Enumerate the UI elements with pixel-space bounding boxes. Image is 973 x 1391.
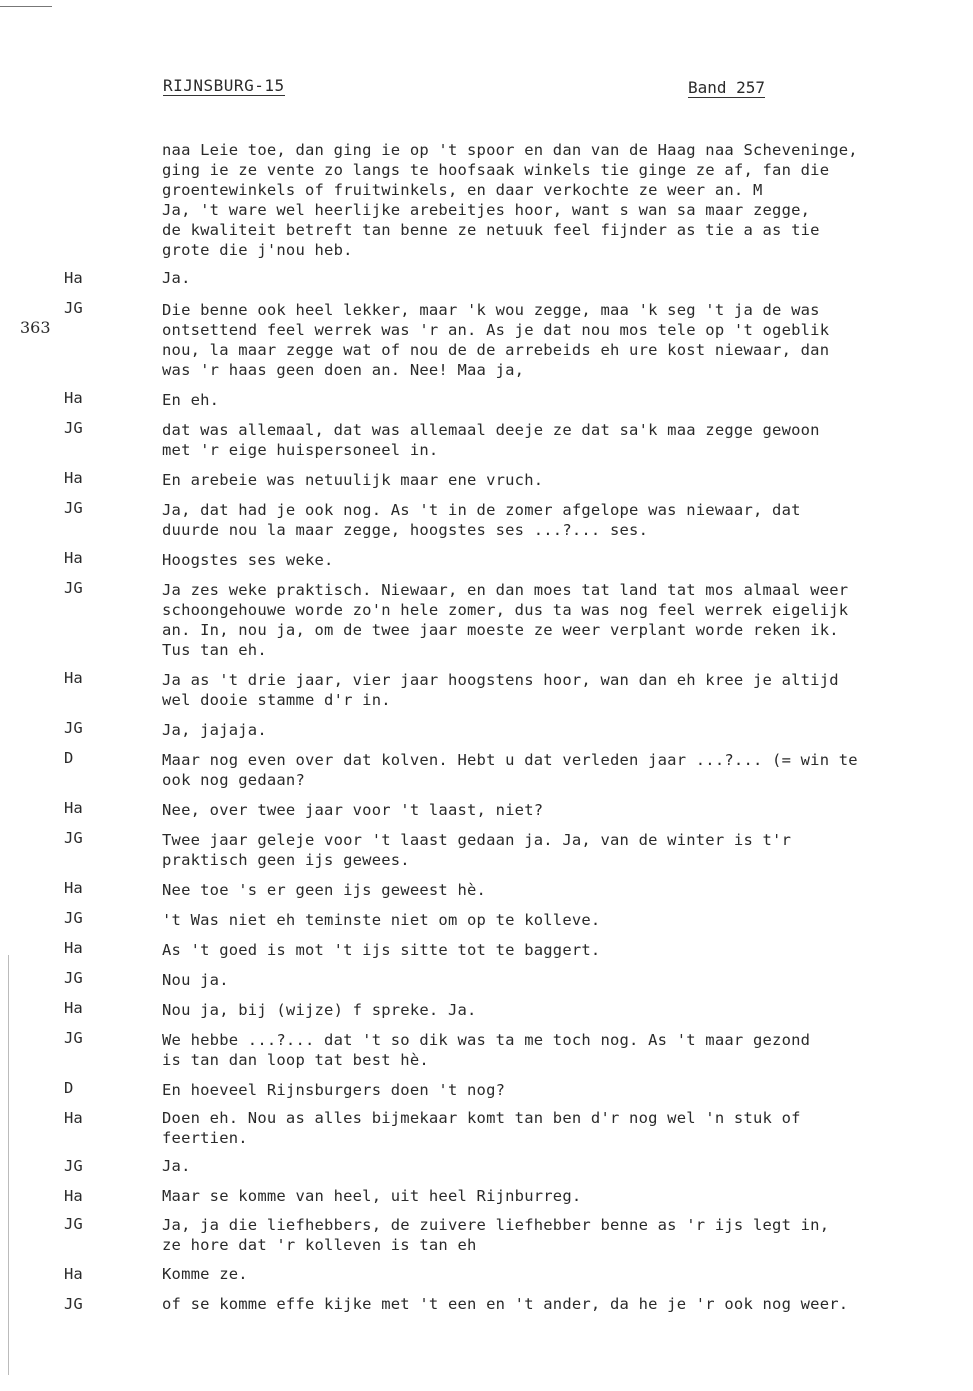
utterance-line: Ja. [162, 1157, 191, 1175]
utterance-line: feertien. [162, 1129, 248, 1147]
speaker-label: JG [64, 299, 83, 317]
utterance-line: Ja, 't ware wel heerlijke arebeitjes hoor, want s wan sa maar zegge, [162, 201, 811, 219]
speaker-label: Ha [64, 469, 83, 487]
utterance-line: Twee jaar geleje voor 't laast gedaan ja. Ja, van de winter is t'r [162, 831, 792, 849]
utterance-line: of se komme effe kijke met 't een en 't ander, da he je 'r ook nog weer. [162, 1295, 849, 1313]
header-tape: Band 257 [688, 78, 766, 97]
utterance-line: En arebeie was netuulijk maar ene vruch. [162, 471, 544, 489]
utterance-line: de kwaliteit betreft tan benne ze netuuk feel fijnder as tie a as tie [162, 221, 820, 239]
speaker-label: JG [64, 829, 83, 847]
speaker-label: JG [64, 1157, 83, 1175]
top-rule [0, 6, 52, 7]
utterance-line: En eh. [162, 391, 220, 409]
speaker-label: Ha [64, 1187, 83, 1205]
speaker-label: JG [64, 1029, 83, 1047]
margin-rule [8, 955, 9, 1375]
speaker-label: JG [64, 969, 83, 987]
utterance-line: Komme ze. [162, 1265, 248, 1283]
utterance-line: duurde nou la maar zegge, hoogstes ses ...?... ses. [162, 521, 649, 539]
speaker-label: Ha [64, 669, 83, 687]
utterance-line: is tan dan loop tat best hè. [162, 1051, 429, 1069]
margin-note: 363 [20, 318, 51, 337]
utterance-line: groentewinkels of fruitwinkels, en daar verkochte ze weer an. M [162, 181, 763, 199]
speaker-label: JG [64, 419, 83, 437]
utterance-line: Doen eh. Nou as alles bijmekaar komt tan ben d'r nog wel 'n stuk of [162, 1109, 801, 1127]
speaker-label: D [64, 1079, 74, 1097]
utterance-line: nou, la maar zegge wat of nou de de arrebeids eh ure kost niewaar, dan [162, 341, 830, 359]
utterance-line: Maar nog even over dat kolven. Hebt u dat verleden jaar ...?... (= win te [162, 751, 858, 769]
utterance-line: ze hore dat 'r kolleven is tan eh [162, 1236, 477, 1254]
utterance-line: 't Was niet eh teminste niet om op te kolleve. [162, 911, 601, 929]
utterance-line: Tus tan eh. [162, 641, 267, 659]
utterance-line: ook nog gedaan? [162, 771, 305, 789]
utterance-line: schoongehouwe worde zo'n hele zomer, dus ta was nog feel werrek eigelijk [162, 601, 849, 619]
utterance-line: grote die j'nou heb. [162, 241, 353, 259]
utterance-line: ging ie ze vente zo langs te hoofsaak winkels tie ginge ze af, fan die [162, 161, 830, 179]
utterance-line: Nee toe 's er geen ijs geweest hè. [162, 881, 487, 899]
utterance-line: Nou ja, bij (wijze) f spreke. Ja. [162, 1001, 477, 1019]
utterance-line: Ja, jajaja. [162, 721, 267, 739]
speaker-label: Ha [64, 1265, 83, 1283]
utterance-line: Nee, over twee jaar voor 't laast, niet? [162, 801, 544, 819]
speaker-label: Ha [64, 939, 83, 957]
utterance-line: Nou ja. [162, 971, 229, 989]
speaker-label: Ha [64, 269, 83, 287]
utterance-line: an. In, nou ja, om de twee jaar moeste ze weer verplant worde reken ik. [162, 621, 839, 639]
utterance-line: Maar se komme van heel, uit heel Rijnburreg. [162, 1187, 582, 1205]
speaker-label: JG [64, 909, 83, 927]
speaker-label: Ha [64, 549, 83, 567]
speaker-label: JG [64, 579, 83, 597]
utterance-line: wel dooie stamme d'r in. [162, 691, 391, 709]
utterance-line: ontsettend feel werrek was 'r an. As je dat nou mos tele op 't ogeblik [162, 321, 830, 339]
utterance-line: dat was allemaal, dat was allemaal deeje ze dat sa'k maa zegge gewoon [162, 421, 820, 439]
utterance-line: We hebbe ...?... dat 't so dik was ta me toch nog. As 't maar gezond [162, 1031, 811, 1049]
speaker-label: D [64, 749, 74, 767]
utterance-line: En hoeveel Rijnsburgers doen 't nog? [162, 1081, 506, 1099]
utterance-line: praktisch geen ijs gewees. [162, 851, 410, 869]
utterance-line: was 'r haas geen doen an. Nee! Maa ja, [162, 361, 525, 379]
speaker-label: Ha [64, 799, 83, 817]
utterance-line: met 'r eige huispersoneel in. [162, 441, 439, 459]
utterance-line: Hoogstes ses weke. [162, 551, 334, 569]
speaker-label: Ha [64, 1109, 83, 1127]
speaker-label: JG [64, 1215, 83, 1233]
speaker-label: JG [64, 719, 83, 737]
utterance-line: Ja, ja die liefhebbers, de zuivere liefhebber benne as 'r ijs legt in, [162, 1216, 830, 1234]
header-location: RIJNSBURG-15 [163, 76, 285, 95]
utterance-line: As 't goed is mot 't ijs sitte tot te baggert. [162, 941, 601, 959]
speaker-label: JG [64, 499, 83, 517]
speaker-label: Ha [64, 389, 83, 407]
utterance-line: Ja. [162, 269, 191, 287]
utterance-line: Ja, dat had je ook nog. As 't in de zomer afgelope was niewaar, dat [162, 501, 801, 519]
utterance-line: naa Leie toe, dan ging ie op 't spoor en dan van de Haag naa Scheveninge, [162, 141, 858, 159]
speaker-label: Ha [64, 879, 83, 897]
utterance-line: Ja zes weke praktisch. Niewaar, en dan moes tat land tat mos almaal weer [162, 581, 849, 599]
speaker-label: Ha [64, 999, 83, 1017]
utterance-line: Ja as 't drie jaar, vier jaar hoogstens hoor, wan dan eh kree je altijd [162, 671, 839, 689]
utterance-line: Die benne ook heel lekker, maar 'k wou zegge, maa 'k seg 't ja de was [162, 301, 820, 319]
speaker-label: JG [64, 1295, 83, 1313]
